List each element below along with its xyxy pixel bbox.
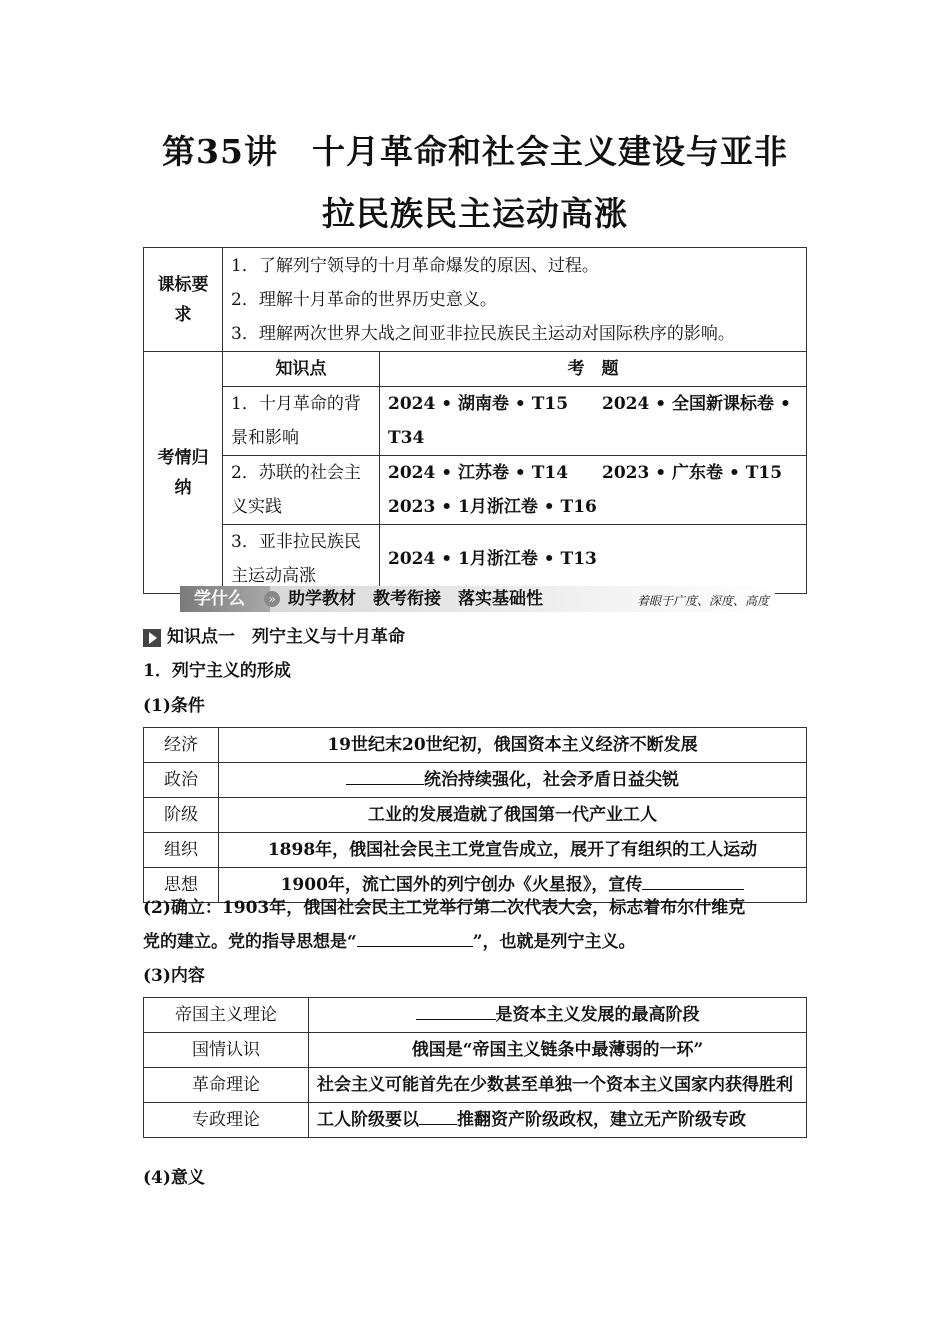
double-arrow-icon: » xyxy=(264,591,280,607)
establish-line2: 党的建立。党的指导思想是“ ”，也就是列宁主义。 xyxy=(143,925,636,959)
fill-blank[interactable] xyxy=(357,926,473,947)
point-cell: 3．亚非拉民族民主运动高涨 xyxy=(223,525,380,594)
content-key: 革命理论 xyxy=(144,1068,309,1103)
banner-left: 学什么 xyxy=(180,586,270,612)
subheading: 1．列宁主义的形成 xyxy=(143,661,291,681)
content-label: (3)内容 xyxy=(143,966,205,986)
play-triangle-icon xyxy=(143,629,161,647)
cond-key: 阶级 xyxy=(144,798,219,833)
fill-blank[interactable] xyxy=(642,869,744,890)
meaning-label: (4)意义 xyxy=(143,1168,205,1188)
content-value: 社会主义可能首先在少数甚至单独一个资本主义国家内获得胜利 xyxy=(309,1068,807,1103)
banner-mid: 助学教材 教考衔接 落实基础性 xyxy=(288,589,543,609)
banner-right: 着眼于广度、深度、高度 xyxy=(636,594,769,608)
req-item: 3．理解两次世界大战之间亚非拉民族民主运动对国际秩序的影响。 xyxy=(231,323,735,344)
exam-cell: 2024 • 湖南卷 • T15 2024 • 全国新课标卷 • T34 xyxy=(380,387,807,456)
content-value: 俄国是“帝国主义链条中最薄弱的一环” xyxy=(309,1033,807,1068)
req-item: 1．了解列宁领导的十月革命爆发的原因、过程。 xyxy=(231,255,599,276)
page-title-line2: 拉民族民主运动高涨 xyxy=(322,194,628,233)
content-key: 国情认识 xyxy=(144,1033,309,1068)
page-title-line1: 第35讲 十月革命和社会主义建设与亚非 xyxy=(162,132,788,171)
cond-key: 组织 xyxy=(144,833,219,868)
req-item: 2．理解十月革命的世界历史意义。 xyxy=(231,289,497,310)
exam-label: 考情归纳 xyxy=(144,352,223,594)
cond-value: 1900年，流亡国外的列宁创办《火星报》，宣传 xyxy=(219,868,807,903)
exam-cell: 2024 • 1月浙江卷 • T13 xyxy=(380,525,807,594)
cond-key: 思想 xyxy=(144,868,219,903)
overview-table xyxy=(143,247,807,594)
fill-blank[interactable] xyxy=(416,999,496,1020)
exam-cell: 2024 • 江苏卷 • T14 2023 • 广东卷 • T15 2023 • 1月浙江卷 • T16 xyxy=(380,456,807,525)
content-key: 专政理论 xyxy=(144,1103,309,1138)
cond-value: 统治持续强化，社会矛盾日益尖锐 xyxy=(219,763,807,798)
establish-line1: (2)确立：1903年，俄国社会民主工党举行第二次代表大会，标志着布尔什维克 xyxy=(143,898,746,918)
fill-blank[interactable] xyxy=(346,764,424,785)
req-items xyxy=(223,248,807,352)
point-cell: 2．苏联的社会主义实践 xyxy=(223,456,380,525)
conditions-table xyxy=(143,727,807,903)
cond-key: 经济 xyxy=(144,728,219,763)
content-key: 帝国主义理论 xyxy=(144,998,309,1033)
cond-value: 19世纪末20世纪初，俄国资本主义经济不断发展 xyxy=(219,728,807,763)
section-banner xyxy=(180,586,775,612)
col-knowledge: 知识点 xyxy=(223,352,380,387)
req-label: 课标要求 xyxy=(144,248,223,352)
col-exam: 考 题 xyxy=(380,352,807,387)
cond-value: 1898年，俄国社会民主工党宣告成立，展开了有组织的工人运动 xyxy=(219,833,807,868)
content-value: 是资本主义发展的最高阶段 xyxy=(309,998,807,1033)
content-table xyxy=(143,997,807,1138)
cond-value: 工业的发展造就了俄国第一代产业工人 xyxy=(219,798,807,833)
content-value: 工人阶级要以 推翻资产阶级政权，建立无产阶级专政 xyxy=(309,1103,807,1138)
fill-blank[interactable] xyxy=(419,1104,457,1125)
section-heading: 知识点一 列宁主义与十月革命 xyxy=(143,620,405,654)
cond-key: 政治 xyxy=(144,763,219,798)
cond-label: (1)条件 xyxy=(143,696,205,716)
point-cell: 1．十月革命的背景和影响 xyxy=(223,387,380,456)
